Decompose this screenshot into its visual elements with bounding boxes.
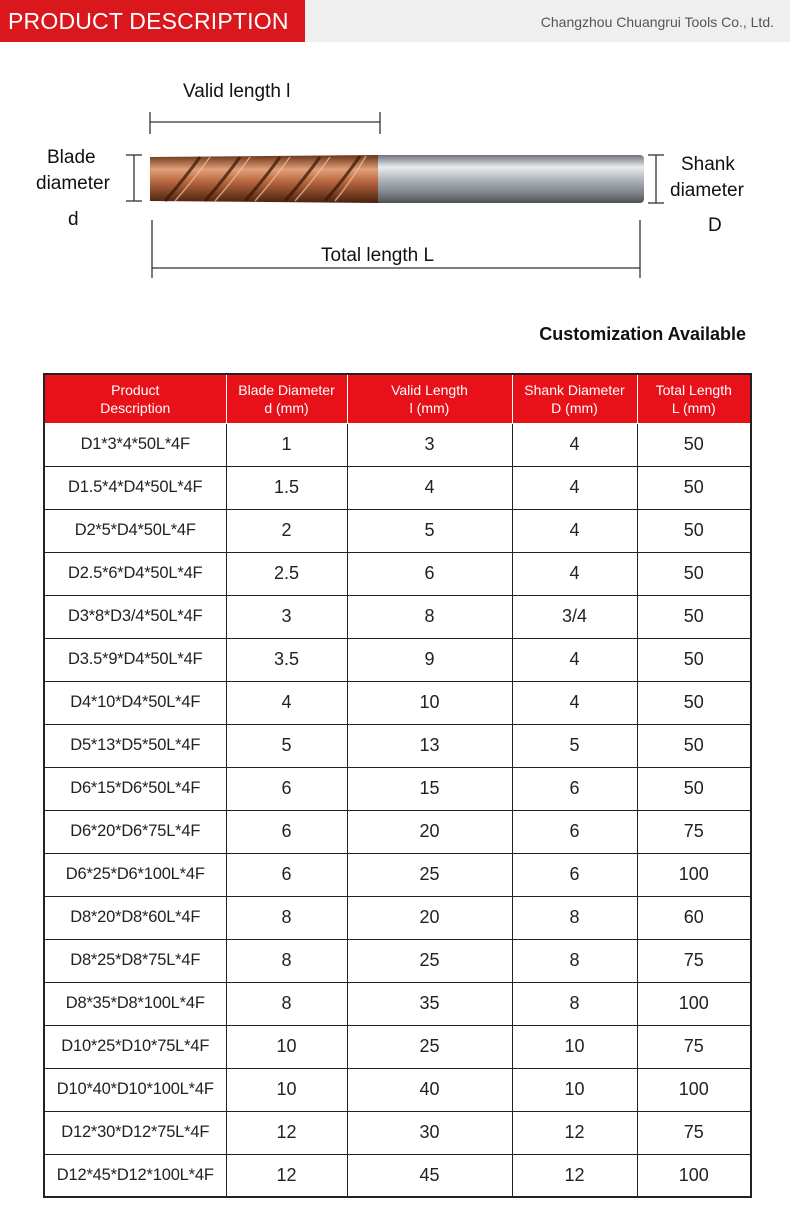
header-total-length: Total Length L (mm) bbox=[637, 374, 751, 423]
valid-length-cell: 40 bbox=[347, 1068, 512, 1111]
valid-length-cell: 3 bbox=[347, 423, 512, 466]
shank-label-line2: diameter bbox=[670, 180, 744, 201]
blade-label-line2: diameter bbox=[36, 173, 110, 194]
spec-table bbox=[43, 373, 752, 1198]
total-length-cell: 75 bbox=[637, 939, 751, 982]
total-length-cell: 50 bbox=[637, 423, 751, 466]
blade-diameter-cell: 6 bbox=[226, 853, 347, 896]
total-length-cell: 100 bbox=[637, 1154, 751, 1197]
blade-diameter-cell: 10 bbox=[226, 1025, 347, 1068]
product-cell: D10*25*D10*75L*4F bbox=[44, 1025, 226, 1068]
product-cell: D1*3*4*50L*4F bbox=[44, 423, 226, 466]
table-row bbox=[44, 1025, 751, 1068]
header-bar bbox=[0, 0, 790, 42]
valid-length-cell: 13 bbox=[347, 724, 512, 767]
header-valid-length: Valid Length l (mm) bbox=[347, 374, 512, 423]
valid-length-cell: 25 bbox=[347, 939, 512, 982]
table-row bbox=[44, 681, 751, 724]
product-cell: D8*35*D8*100L*4F bbox=[44, 982, 226, 1025]
shank-diameter-cell: 4 bbox=[512, 681, 637, 724]
shank-diameter-cell: 12 bbox=[512, 1154, 637, 1197]
blade-diameter-cell: 6 bbox=[226, 767, 347, 810]
blade-diameter-cell: 3 bbox=[226, 595, 347, 638]
company-name: Changzhou Chuangrui Tools Co., Ltd. bbox=[540, 14, 774, 30]
valid-length-cell: 20 bbox=[347, 896, 512, 939]
blade-diameter-cell: 10 bbox=[226, 1068, 347, 1111]
table-row bbox=[44, 466, 751, 509]
valid-length-cell: 15 bbox=[347, 767, 512, 810]
table-row bbox=[44, 767, 751, 810]
total-length-cell: 50 bbox=[637, 767, 751, 810]
total-length-cell: 50 bbox=[637, 724, 751, 767]
table-row bbox=[44, 552, 751, 595]
total-length-cell: 50 bbox=[637, 509, 751, 552]
total-length-cell: 75 bbox=[637, 810, 751, 853]
blade-diameter-cell: 12 bbox=[226, 1154, 347, 1197]
shank-diameter-cell: 6 bbox=[512, 767, 637, 810]
valid-length-cell: 20 bbox=[347, 810, 512, 853]
page-title: PRODUCT DESCRIPTION bbox=[0, 0, 305, 42]
blade-diameter-cell: 12 bbox=[226, 1111, 347, 1154]
table-row bbox=[44, 982, 751, 1025]
product-cell: D2*5*D4*50L*4F bbox=[44, 509, 226, 552]
table-header-row bbox=[44, 374, 751, 423]
header-product: Product Description bbox=[44, 374, 226, 423]
blade-symbol: d bbox=[68, 209, 79, 230]
table-row bbox=[44, 423, 751, 466]
shank-diameter-cell: 8 bbox=[512, 982, 637, 1025]
valid-length-cell: 8 bbox=[347, 595, 512, 638]
table-row bbox=[44, 853, 751, 896]
valid-length-cell: 9 bbox=[347, 638, 512, 681]
total-length-cell: 50 bbox=[637, 552, 751, 595]
blade-diameter-cell: 8 bbox=[226, 896, 347, 939]
shank-diameter-cell: 6 bbox=[512, 853, 637, 896]
shank-symbol: D bbox=[708, 215, 722, 236]
table-row bbox=[44, 939, 751, 982]
blade-diameter-cell: 1.5 bbox=[226, 466, 347, 509]
blade-diameter-cell: 2.5 bbox=[226, 552, 347, 595]
table-row bbox=[44, 1154, 751, 1197]
table-row bbox=[44, 638, 751, 681]
valid-length-cell: 35 bbox=[347, 982, 512, 1025]
total-length-cell: 50 bbox=[637, 595, 751, 638]
valid-length-cell: 5 bbox=[347, 509, 512, 552]
shank-diameter-cell: 8 bbox=[512, 939, 637, 982]
blade-diameter-cell: 3.5 bbox=[226, 638, 347, 681]
table-row bbox=[44, 810, 751, 853]
table-row bbox=[44, 595, 751, 638]
total-length-cell: 100 bbox=[637, 1068, 751, 1111]
header-shank-diameter: Shank Diameter D (mm) bbox=[512, 374, 637, 423]
valid-length-label: Valid length l bbox=[183, 81, 291, 102]
shank-diameter-cell: 4 bbox=[512, 638, 637, 681]
table-row bbox=[44, 724, 751, 767]
shank-diameter-cell: 4 bbox=[512, 509, 637, 552]
blade-diameter-cell: 8 bbox=[226, 982, 347, 1025]
product-cell: D8*25*D8*75L*4F bbox=[44, 939, 226, 982]
product-cell: D10*40*D10*100L*4F bbox=[44, 1068, 226, 1111]
product-cell: D5*13*D5*50L*4F bbox=[44, 724, 226, 767]
table-row bbox=[44, 896, 751, 939]
total-length-cell: 100 bbox=[637, 853, 751, 896]
header-blade-diameter: Blade Diameter d (mm) bbox=[226, 374, 347, 423]
product-cell: D6*15*D6*50L*4F bbox=[44, 767, 226, 810]
total-length-cell: 50 bbox=[637, 681, 751, 724]
product-cell: D3*8*D3/4*50L*4F bbox=[44, 595, 226, 638]
total-length-cell: 100 bbox=[637, 982, 751, 1025]
shank-diameter-cell: 10 bbox=[512, 1068, 637, 1111]
table-row bbox=[44, 1068, 751, 1111]
shank-diameter-cell: 4 bbox=[512, 466, 637, 509]
blade-diameter-cell: 4 bbox=[226, 681, 347, 724]
product-cell: D6*25*D6*100L*4F bbox=[44, 853, 226, 896]
end-mill-diagram bbox=[0, 60, 790, 290]
valid-length-cell: 6 bbox=[347, 552, 512, 595]
total-length-cell: 50 bbox=[637, 638, 751, 681]
blade-diameter-cell: 2 bbox=[226, 509, 347, 552]
table-row bbox=[44, 1111, 751, 1154]
blade-diameter-cell: 8 bbox=[226, 939, 347, 982]
shank-diameter-cell: 5 bbox=[512, 724, 637, 767]
total-length-label: Total length L bbox=[321, 245, 435, 266]
blade-diameter-cell: 1 bbox=[226, 423, 347, 466]
blade-label-line1: Blade bbox=[47, 147, 96, 168]
total-length-cell: 75 bbox=[637, 1025, 751, 1068]
shank-diameter-cell: 8 bbox=[512, 896, 637, 939]
blade-diameter-cell: 5 bbox=[226, 724, 347, 767]
valid-length-cell: 45 bbox=[347, 1154, 512, 1197]
valid-length-cell: 25 bbox=[347, 1025, 512, 1068]
valid-length-cell: 4 bbox=[347, 466, 512, 509]
shank-diameter-cell: 6 bbox=[512, 810, 637, 853]
shank-diameter-cell: 3/4 bbox=[512, 595, 637, 638]
valid-length-cell: 25 bbox=[347, 853, 512, 896]
valid-length-cell: 30 bbox=[347, 1111, 512, 1154]
valid-length-cell: 10 bbox=[347, 681, 512, 724]
product-cell: D1.5*4*D4*50L*4F bbox=[44, 466, 226, 509]
shank-diameter-cell: 4 bbox=[512, 552, 637, 595]
total-length-cell: 75 bbox=[637, 1111, 751, 1154]
product-cell: D4*10*D4*50L*4F bbox=[44, 681, 226, 724]
shank-body bbox=[372, 155, 644, 203]
table-row bbox=[44, 509, 751, 552]
product-cell: D2.5*6*D4*50L*4F bbox=[44, 552, 226, 595]
total-length-cell: 60 bbox=[637, 896, 751, 939]
customization-note: Customization Available bbox=[539, 324, 746, 344]
product-cell: D8*20*D8*60L*4F bbox=[44, 896, 226, 939]
total-length-cell: 50 bbox=[637, 466, 751, 509]
product-cell: D12*45*D12*100L*4F bbox=[44, 1154, 226, 1197]
shank-diameter-cell: 4 bbox=[512, 423, 637, 466]
product-cell: D6*20*D6*75L*4F bbox=[44, 810, 226, 853]
shank-diameter-cell: 12 bbox=[512, 1111, 637, 1154]
blade-diameter-cell: 6 bbox=[226, 810, 347, 853]
product-cell: D3.5*9*D4*50L*4F bbox=[44, 638, 226, 681]
shank-diameter-cell: 10 bbox=[512, 1025, 637, 1068]
product-cell: D12*30*D12*75L*4F bbox=[44, 1111, 226, 1154]
shank-label-line1: Shank bbox=[681, 154, 735, 175]
